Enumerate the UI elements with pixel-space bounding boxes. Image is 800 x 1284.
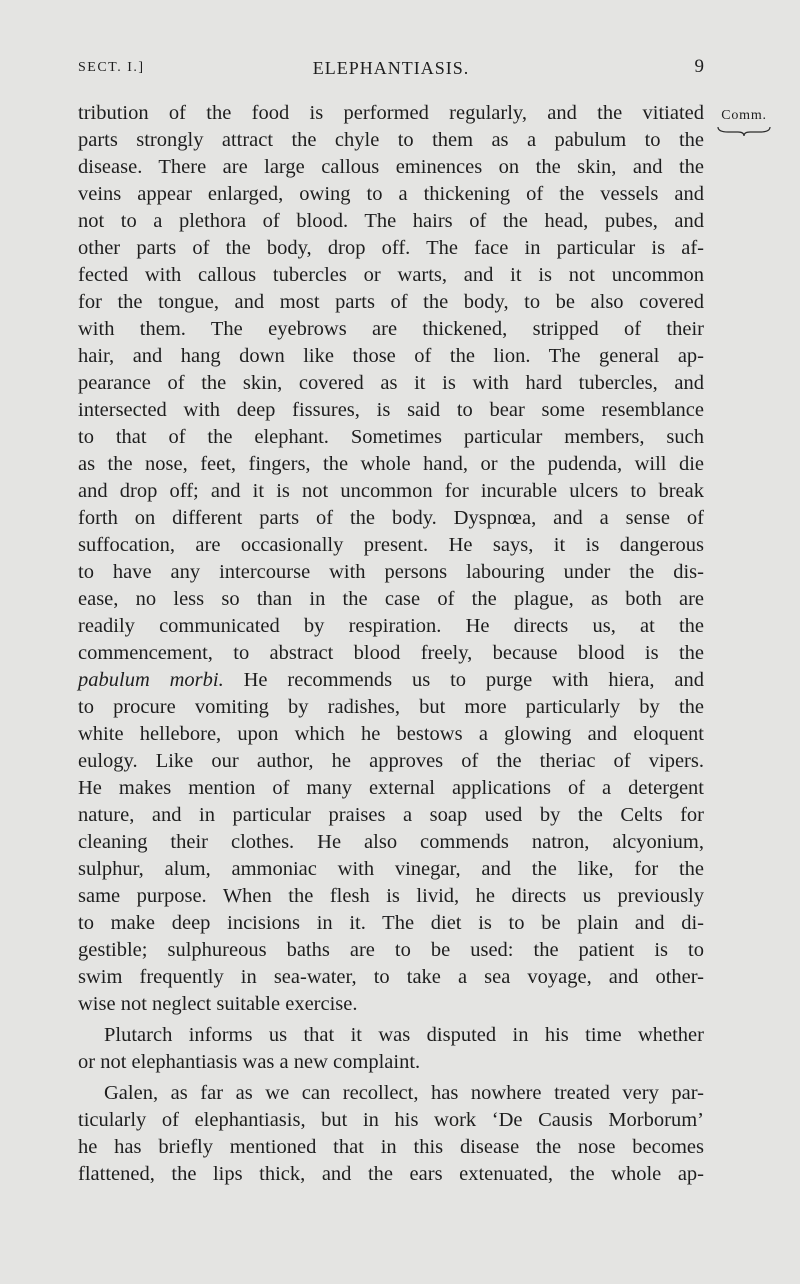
text-line: as the nose, feet, fingers, the whole hand, or the pudenda, will die (78, 453, 704, 475)
page-title: ELEPHANTIASIS. (312, 58, 470, 78)
text-line: not to a plethora of blood. The hairs of the head, pubes, and (78, 210, 704, 232)
text-line: Galen, as far as we can recollect, has nowhere treated very par- (104, 1082, 704, 1104)
text-line: hair, and hang down like those of the lion. The general ap- (78, 345, 704, 367)
text-line: to have any intercourse with persons labouring under the dis- (78, 561, 704, 583)
text-line: to that of the elephant. Sometimes particular members, such (78, 426, 704, 448)
text-line: or not elephantiasis was a new complaint. (78, 1051, 421, 1073)
text-line: veins appear enlarged, owing to a thickening of the vessels and (78, 183, 704, 205)
curly-brace-icon (716, 125, 772, 137)
text-line: cleaning their clothes. He also commends natron, alcyonium, (78, 831, 704, 853)
text-line: intersected with deep fissures, is said to bear some resemblance (78, 399, 704, 421)
page-number: 9 (694, 56, 704, 77)
text-line: other parts of the body, drop off. The face in particular is af- (78, 237, 704, 259)
text-line: wise not neglect suitable exercise. (78, 993, 358, 1015)
text-line: commencement, to abstract blood freely, because blood is the (78, 642, 704, 664)
text-line: pearance of the skin, covered as it is with hard tubercles, and (78, 372, 704, 394)
running-head (78, 56, 704, 84)
body-text (78, 100, 704, 1188)
text-line: eulogy. Like our author, he approves of the theriac of vipers. (78, 750, 704, 772)
text-line: parts strongly attract the chyle to them as a pabulum to the (78, 129, 704, 151)
text-line: to make deep incisions in it. The diet is to be plain and di- (78, 912, 704, 934)
text-line: for the tongue, and most parts of the body, to be also covered (78, 291, 704, 313)
text-line: swim frequently in sea-water, to take a sea voyage, and other- (78, 966, 704, 988)
italic-phrase: pabulum morbi. (78, 669, 224, 691)
text-line: forth on different parts of the body. Dyspnœa, and a sense of (78, 507, 704, 529)
text-line: to procure vomiting by radishes, but more particularly by the (78, 696, 704, 718)
text-line: he has briefly mentioned that in this disease the nose becomes (78, 1136, 704, 1158)
text-line: disease. There are large callous eminences on the skin, and the (78, 156, 704, 178)
text-line: fected with callous tubercles or warts, and it is not uncommon (78, 264, 704, 286)
margin-note (714, 108, 774, 137)
text-line: tribution of the food is performed regularly, and the vitiated (78, 102, 704, 124)
text-line: He makes mention of many external applications of a detergent (78, 777, 704, 799)
text-line: with them. The eyebrows are thickened, stripped of their (78, 318, 704, 340)
text-line: and drop off; and it is not uncommon for incurable ulcers to break (78, 480, 704, 502)
section-marker: SECT. I.] (78, 60, 145, 75)
text-line: white hellebore, upon which he bestows a glowing and eloquent (78, 723, 704, 745)
text-line: ticularly of elephantiasis, but in his work ‘De Causis Morborum’ (78, 1109, 704, 1131)
text-line: nature, and in particular praises a soap used by the Celts for (78, 804, 704, 826)
text-line: pabulum morbi. He recommends us to purge with hiera, and (78, 669, 704, 691)
text-line: readily communicated by respiration. He directs us, at the (78, 615, 704, 637)
text-line: suffocation, are occasionally present. He says, it is dangerous (78, 534, 704, 556)
text-line: gestible; sulphureous baths are to be used: the patient is to (78, 939, 704, 961)
text-line: flattened, the lips thick, and the ears extenuated, the whole ap- (78, 1163, 704, 1185)
margin-note-label: Comm. (721, 108, 767, 123)
text-line: ease, no less so than in the case of the plague, as both are (78, 588, 704, 610)
text-line: Plutarch informs us that it was disputed in his time whether (104, 1024, 704, 1046)
text-line: same purpose. When the flesh is livid, he directs us previously (78, 885, 704, 907)
text-line: sulphur, alum, ammoniac with vinegar, and the like, for the (78, 858, 704, 880)
